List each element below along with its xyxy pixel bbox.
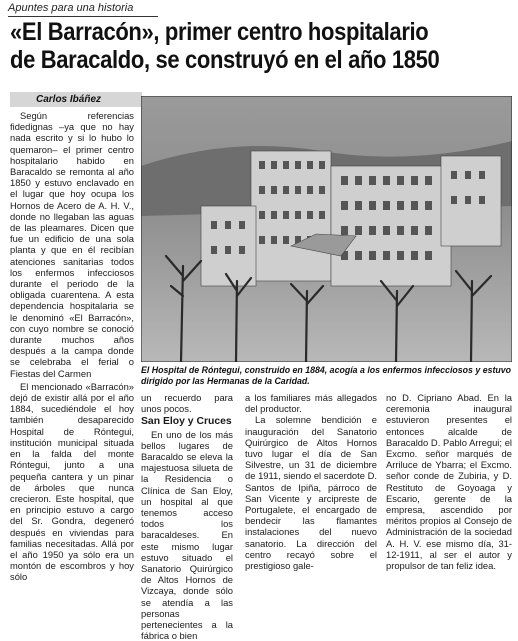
col1-paragraph-2: El mencionado «Barracón» dejó de existir allá por el año 1884, sucediéndole el hoy también desaparecido Hospital de Róntegui, institución municipal situada en la falda del monte Róntegui, junto a una pequeña cantera y un pinar de árboles que nunca crecieron. Este hospital, que en principio estuvo a cargo del Sr. Gondra, degeneró después en viviendas para familias necesitadas. Allá por el año 1950 ya sólo era un montón de escombros y hoy sólo — [10, 380, 134, 583]
section-rule — [8, 16, 158, 17]
col2-subhead: San Eloy y Cruces — [141, 416, 232, 428]
photo-caption: El Hospital de Róntegui, construido en 1884, acogía a los enfermos infecciosos y estuvo dirigido por las Hermanas de la Caridad. — [141, 365, 512, 386]
col1-paragraph-1: Según referencias fidedignas –ya que no hay nada escrito y si lo hubo lo quemaron– el primer centro hospitalario habido en Baracaldo se remonta al año 1850 y estuvo enclavado en el lugar que hoy ocupa los Hornos de Acero de A. H. V., donde no llegaban las aguas de las pleamares. Dicen que fue un edificio de una sola planta y que en él recibían atenciones sanitarias todos los enfermos infecciosos durante el periodo de la obligada cuarentena. A esta dependencia hospitalaria se le denominó «El Barracón», con cuyo nombre se conoció durante muchos años después a la campa donde se celebraba el ferial o Fiestas del Carmen — [10, 110, 134, 379]
byline: Carlos Ibáñez — [10, 92, 142, 107]
col3-paragraph-1: a los familiares más allegados del productor. — [245, 392, 377, 415]
headline-line-1: «El Barracón», primer centro hospitalario — [10, 18, 429, 46]
col2-paragraph-2: En uno de los más bellos lugares de Baracaldo se eleva la majestuosa silueta de la Residencia o Clínica de San Eloy, un hospital al que tenemos acceso todos los baracaldeses. En este mismo lugar estuvo situado el Sanatorio Quirúrgico de Altos Hornos de Vizcaya, donde sólo se atendía a las personas pertenecientes a la fábrica o bien — [141, 428, 233, 641]
column-3 — [245, 392, 377, 571]
col2-paragraph-1: un recuerdo para unos pocos. — [141, 392, 233, 415]
headline-line-2: de Baracaldo, se construyó en el año 1850 — [10, 46, 440, 74]
section-tag: Apuntes para una historia — [8, 2, 134, 14]
column-2 — [141, 392, 233, 641]
headline — [10, 18, 450, 74]
col4-paragraph-1: no D. Cipriano Abad. En la ceremonia inaugural estuvieron presentes el entonces alcalde de Baracaldo D. Pablo Arregui; el Excmo. señor marqués de Arriluce de Ybarra; el Excmo. señor conde de Zubiria, y D. Restituto de Goyoaga y Escario, gerente de la empresa, ascendido por méritos propios al Consejo de Administración de la sociedad A. H. V. ese mismo día, 31-12-1911, al ser el autor y propulsor de tan feliz idea. — [386, 392, 512, 572]
hospital-photo — [141, 96, 512, 362]
column-1 — [10, 110, 134, 583]
col3-paragraph-2: La solemne bendición e inauguración del Sanatorio Quirúrgico de Altos Hornos tuvo lugar el día de San Silvestre, un 31 de diciembre de 1911, siendo el sacerdote D. Santos de Ipiña, párroco de San Vicente y arcipreste de Portugalete, el encargado de bendecir las flamantes instalaciones del nuevo sanatorio. La dirección del centro recayó sobre el prestigioso gale- — [245, 414, 377, 572]
column-4 — [386, 392, 512, 571]
